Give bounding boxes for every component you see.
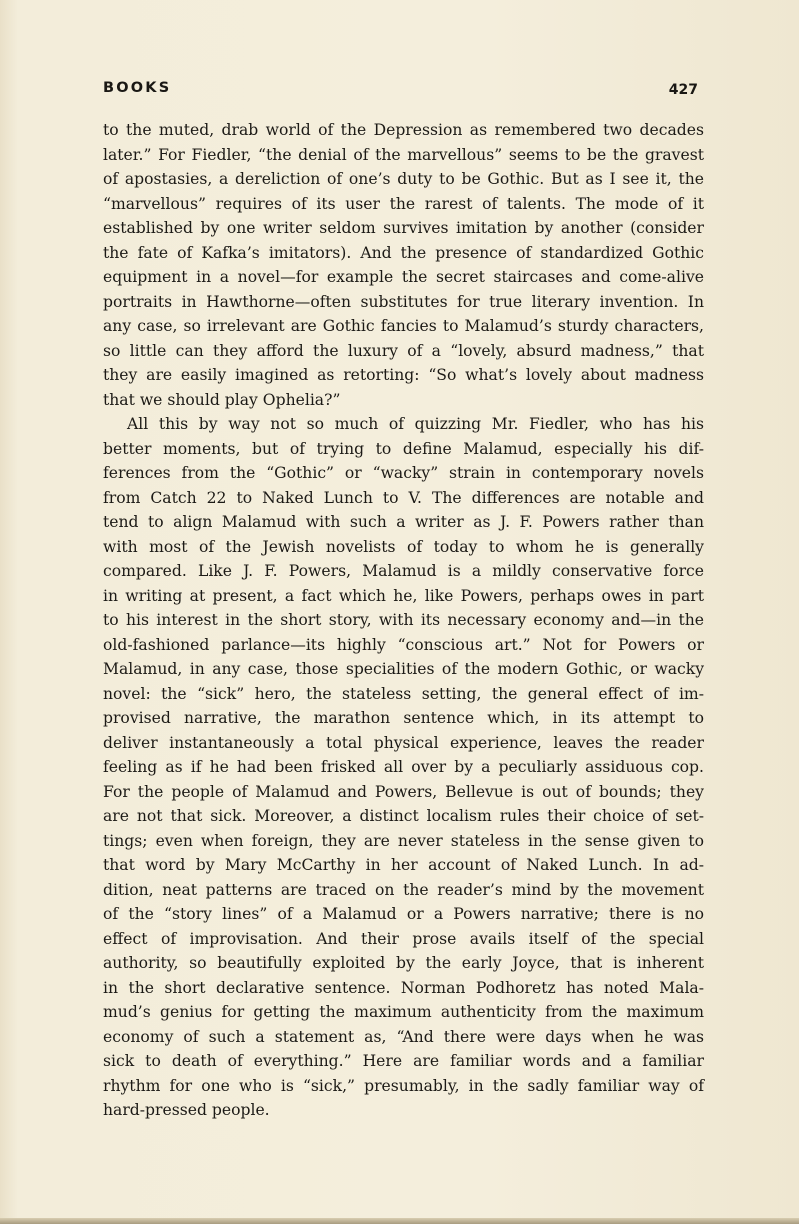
- text-line: For the people of Malamud and Powers, Bellevue is out of bounds; they: [103, 782, 704, 801]
- text-line: equipment in a novel—for example the secret staircases and come-alive: [103, 268, 704, 286]
- text-line: to the muted, drab world of the Depression as remembered two decades: [103, 121, 704, 139]
- text-line: portraits in Hawthorne—often substitutes for true literary invention. In: [103, 292, 704, 311]
- text-line: rhythm for one who is “sick,” presumably, in the sadly familiar way of: [103, 1076, 704, 1095]
- body-text: [103, 118, 704, 1123]
- text-line: old-fashioned parlance—its highly “conscious art.” Not for Powers or: [103, 635, 704, 654]
- text-line: novel: the “sick” hero, the stateless setting, the general effect of im-: [103, 684, 704, 703]
- text-line: provised narrative, the marathon sentence which, in its attempt to: [103, 709, 704, 727]
- text-line: later.” For Fiedler, “the denial of the marvellous” seems to be the gravest: [103, 145, 704, 164]
- text-line: compared. Like J. F. Powers, Malamud is a mildly conservative force: [103, 562, 704, 580]
- text-line: to his interest in the short story, with its necessary economy and—in the: [103, 611, 704, 629]
- text-line: economy of such a statement as, “And there were days when he was: [103, 1027, 704, 1046]
- text-line: All this by way not so much of quizzing Mr. Fiedler, who has his: [127, 415, 704, 433]
- text-line: tings; even when foreign, they are never stateless in the sense given to: [103, 831, 704, 850]
- text-line: with most of the Jewish novelists of today to whom he is generally: [103, 537, 704, 556]
- text-line: from Catch 22 to Naked Lunch to V. The differences are notable and: [103, 488, 704, 507]
- text-line: of apostasies, a dereliction of one’s duty to be Gothic. But as I see it, the: [103, 170, 704, 188]
- text-line: any case, so irrelevant are Gothic fancies to Malamud’s sturdy characters,: [103, 317, 704, 335]
- text-line: that word by Mary McCarthy in her account of Naked Lunch. In ad-: [103, 856, 704, 874]
- page-bottom-edge: [0, 1218, 799, 1224]
- text-line: hard-pressed people.: [103, 1101, 270, 1119]
- page-header: [103, 78, 698, 102]
- text-line: established by one writer seldom survives imitation by another (consider: [103, 219, 704, 237]
- text-line: dition, neat patterns are traced on the reader’s mind by the movement: [103, 880, 704, 899]
- text-line: are not that sick. Moreover, a distinct localism rules their choice of set-: [103, 807, 704, 825]
- text-line: tend to align Malamud with such a writer as J. F. Powers rather than: [103, 513, 704, 531]
- text-line: effect of improvisation. And their prose avails itself of the special: [103, 929, 704, 948]
- text-line: ferences from the “Gothic” or “wacky” strain in contemporary novels: [103, 464, 704, 482]
- text-line: Malamud, in any case, those specialities of the modern Gothic, or wacky: [103, 660, 704, 678]
- text-line: sick to death of everything.” Here are familiar words and a familiar: [103, 1052, 704, 1070]
- running-head: BOOKS: [103, 80, 172, 96]
- text-line: in the short declarative sentence. Norman Podhoretz has noted Mala-: [103, 978, 704, 997]
- text-line: that we should play Ophelia?”: [103, 390, 341, 409]
- text-line: deliver instantaneously a total physical experience, leaves the reader: [103, 733, 704, 752]
- text-line: the fate of Kafka’s imitators). And the presence of standardized Gothic: [103, 243, 704, 262]
- text-line: authority, so beautifully exploited by the early Joyce, that is inherent: [103, 954, 704, 972]
- text-line: of the “story lines” of a Malamud or a Powers narrative; there is no: [103, 905, 704, 923]
- paragraph-1: [103, 118, 704, 412]
- text-line: so little can they afford the luxury of a “lovely, absurd madness,” that: [103, 341, 704, 360]
- text-line: mud’s genius for getting the maximum authenticity from the maximum: [103, 1003, 704, 1021]
- text-line: better moments, but of trying to define Malamud, especially his dif-: [103, 439, 704, 458]
- text-line: in writing at present, a fact which he, like Powers, perhaps owes in part: [103, 586, 704, 605]
- page-number: 427: [668, 82, 698, 98]
- text-line: “marvellous” requires of its user the rarest of talents. The mode of it: [103, 194, 704, 213]
- paragraph-2: [103, 412, 704, 1123]
- text-line: feeling as if he had been frisked all over by a peculiarly assiduous cop.: [103, 758, 704, 776]
- text-line: they are easily imagined as retorting: “So what’s lovely about madness: [103, 366, 704, 384]
